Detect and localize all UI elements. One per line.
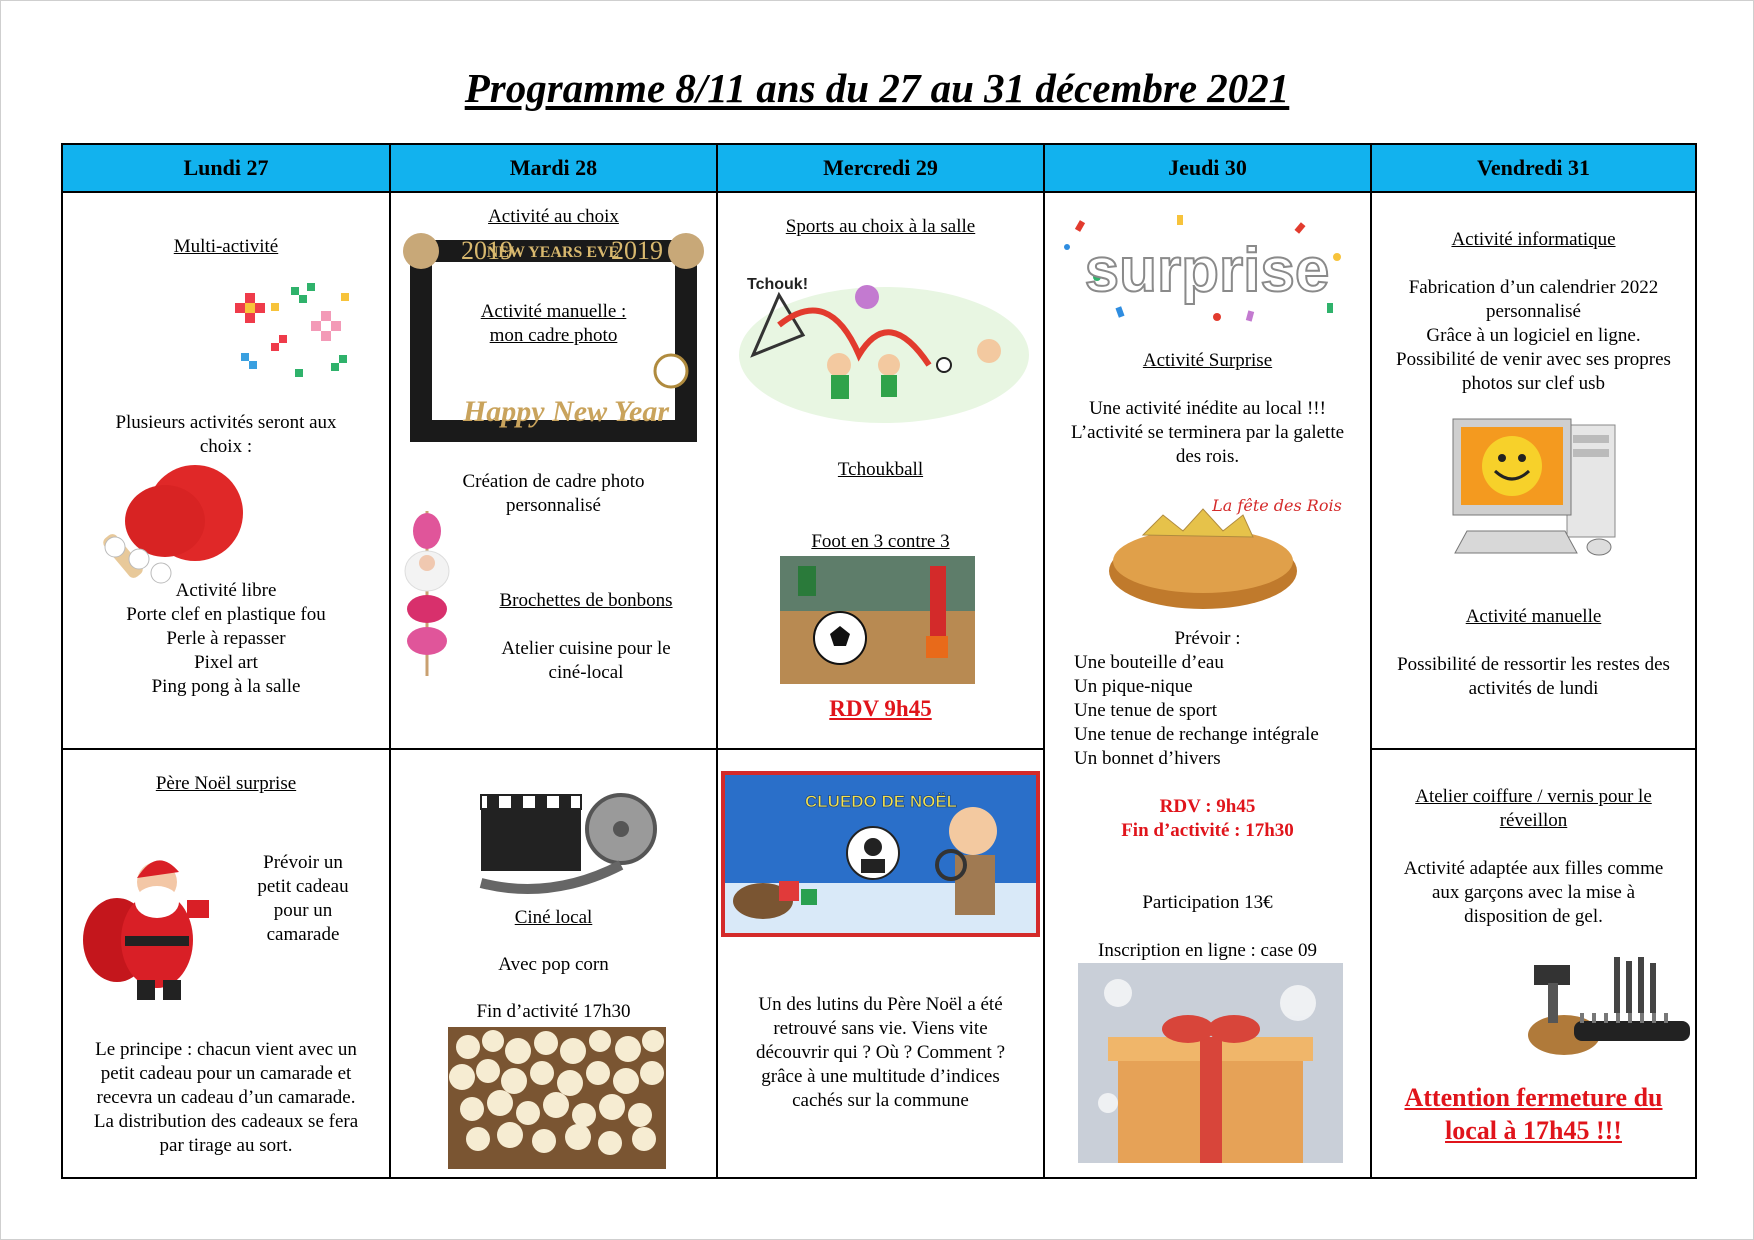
page-title: Programme 8/11 ans du 27 au 31 décembre 2021 [464,65,1290,111]
list-item: Un pique-nique [1074,676,1193,697]
vendredi-bottom-desc [1372,857,1695,929]
surprise-image [1057,207,1357,327]
mardi-cine-line-1: Avec pop corn [498,954,609,975]
frame-year-left: 2019 [461,236,513,265]
list-item: Une bouteille d’eau [1074,652,1224,673]
description-line: Un des lutins du Père Noël a été [758,994,1003,1015]
surprise-art-text: surprise [1084,236,1330,305]
schedule-table [61,143,1697,1179]
computer-image [1447,413,1627,561]
vendredi-activity-2: Activité manuelle [1465,606,1602,627]
list-item: Activité libre [175,580,277,601]
note-line: pour un [273,900,333,921]
description-line: aux garçons avec la mise à [1431,882,1636,903]
description-line: par tirage au sort. [159,1135,293,1156]
description-line: Possibilité de ressortir les restes des [1397,654,1670,675]
lundi-intro-1: Plusieurs activités seront aux [115,412,337,433]
mardi-cine-activity: Ciné local [514,907,593,928]
mercredi-sport-2: Foot en 3 contre 3 [811,531,950,552]
vendredi-bottom-activity-2: réveillon [1499,810,1568,831]
cinema-clapper-image [471,773,661,903]
mardi-heading: Activité au choix [488,206,619,227]
description-line: Grâce à un logiciel en ligne. [1426,325,1641,346]
mercredi-description [718,993,1043,1113]
tchoukball-image [739,245,1029,423]
list-item: Un bonnet d’hivers [1074,748,1221,769]
mardi-activity-b: Brochettes de bonbons [499,590,673,611]
list-item: Une tenue de sport [1074,700,1217,721]
description-line: retrouvé sans vie. Viens vite [773,1018,988,1039]
description-line: personnalisé [1486,301,1581,322]
mardi-cine-line-2: Fin d’activité 17h30 [476,1001,631,1022]
description-line: recevra un cadeau d’un camarade. [96,1087,356,1108]
jeudi-prevoir: Prévoir : [1174,628,1241,649]
gift-image [1078,963,1343,1163]
description-line: Possibilité de venir avec ses propres [1396,349,1671,370]
intro-line: L’activité se terminera par la galette [1070,422,1345,443]
lundi-intro-2: choix : [199,436,253,457]
vendredi-desc-2 [1372,653,1695,701]
tchouk-label: Tchouk! [747,276,809,293]
header-divider [63,191,1695,193]
header-vendredi: Vendredi 31 [1372,145,1695,191]
vendredi-desc [1372,276,1695,396]
mardi-activity-1: Activité manuelle : [480,301,627,322]
jeudi-participation: Participation 13€ [1142,892,1273,913]
note-line: camarade [266,924,340,945]
frame-bottom-text: Happy New Year [462,395,670,428]
vendredi-activity: Activité informatique [1451,229,1616,250]
description-line: Le principe : chacun vient avec un [95,1039,357,1060]
mardi-activity-2: mon cadre photo [489,325,618,346]
description-line: petit cadeau pour un camarade et [100,1063,352,1084]
jeudi-intro [1045,397,1370,469]
note-line: Prévoir un [263,852,343,873]
description-line: découvrir qui ? Où ? Comment ? [755,1042,1006,1063]
cluedo-banner-image [723,773,1038,935]
lundi-description [63,1038,389,1158]
description-line: Atelier cuisine pour le [501,638,671,659]
vendredi-bottom-activity-1: Atelier coiffure / vernis pour le [1415,786,1652,807]
mercredi-rdv: RDV 9h45 [829,696,932,721]
ping-pong-image [85,463,265,593]
frame-top-text: NEW YEARS EVE [486,244,620,261]
description-line: activités de lundi [1468,678,1599,699]
popcorn-image [448,1027,666,1169]
hairdresser-tools-image [1504,955,1704,1061]
jeudi-end: Fin d’activité : 17h30 [1121,820,1294,841]
lundi-gift-note [228,851,378,947]
pixel-art-image [211,273,361,399]
jeudi-activity: Activité Surprise [1142,350,1273,371]
vendredi-alert-2: local à 17h45 !!! [1445,1116,1622,1145]
list-item: Une tenue de rechange intégrale [1074,724,1319,745]
description-line: cachés sur la commune [792,1090,969,1111]
jeudi-inscription: Inscription en ligne : case 09 [1098,940,1317,961]
list-item: Perle à repasser [166,628,286,649]
lundi-bottom-activity: Père Noël surprise [155,773,297,794]
note-line: petit cadeau [257,876,349,897]
vendredi-alert-1: Attention fermeture du [1404,1083,1663,1112]
mercredi-sport-1: Tchoukball [837,459,924,480]
header-jeudi: Jeudi 30 [1045,145,1370,191]
intro-line: Une activité inédite au local !!! [1089,398,1326,419]
mardi-desc-1: Création de cadre photo [462,471,645,492]
frame-year-right: 2019 [611,236,663,265]
list-item: Porte clef en plastique fou [126,604,326,625]
mercredi-heading: Sports au choix à la salle [785,216,976,237]
description-line: grâce à une multitude d’indices [761,1066,1000,1087]
foot-image [780,556,975,684]
list-item: Pixel art [194,652,258,673]
header-mardi: Mardi 28 [391,145,716,191]
header-mercredi: Mercredi 29 [718,145,1043,191]
description-line: photos sur clef usb [1461,373,1605,394]
santa-image [77,840,222,1010]
candy-skewer-image [397,501,457,681]
description-line: disposition de gel. [1464,906,1603,927]
row-divider [63,748,1043,750]
intro-line: des rois. [1175,446,1240,467]
description-line: La distribution des cadeaux se fera [93,1111,359,1132]
description-line: ciné-local [548,662,624,683]
galette-label: La fête des Rois [1212,496,1342,515]
cluedo-banner-text: CLUEDO DE NOËL [805,792,958,811]
list-item: Ping pong à la salle [151,676,301,697]
mardi-desc-2: personnalisé [506,495,601,516]
description-line: Activité adaptée aux filles comme [1403,858,1664,879]
jeudi-rdv: RDV : 9h45 [1159,796,1256,817]
lundi-activity: Multi-activité [173,236,279,257]
mardi-desc-b [461,637,711,685]
header-lundi: Lundi 27 [63,145,389,191]
column-divider [1043,145,1045,1177]
row-divider [1370,748,1695,750]
description-line: Fabrication d’un calendrier 2022 [1408,277,1659,298]
galette-image [1103,487,1342,617]
jeudi-items [1074,651,1364,771]
lundi-activity-list [63,579,389,699]
